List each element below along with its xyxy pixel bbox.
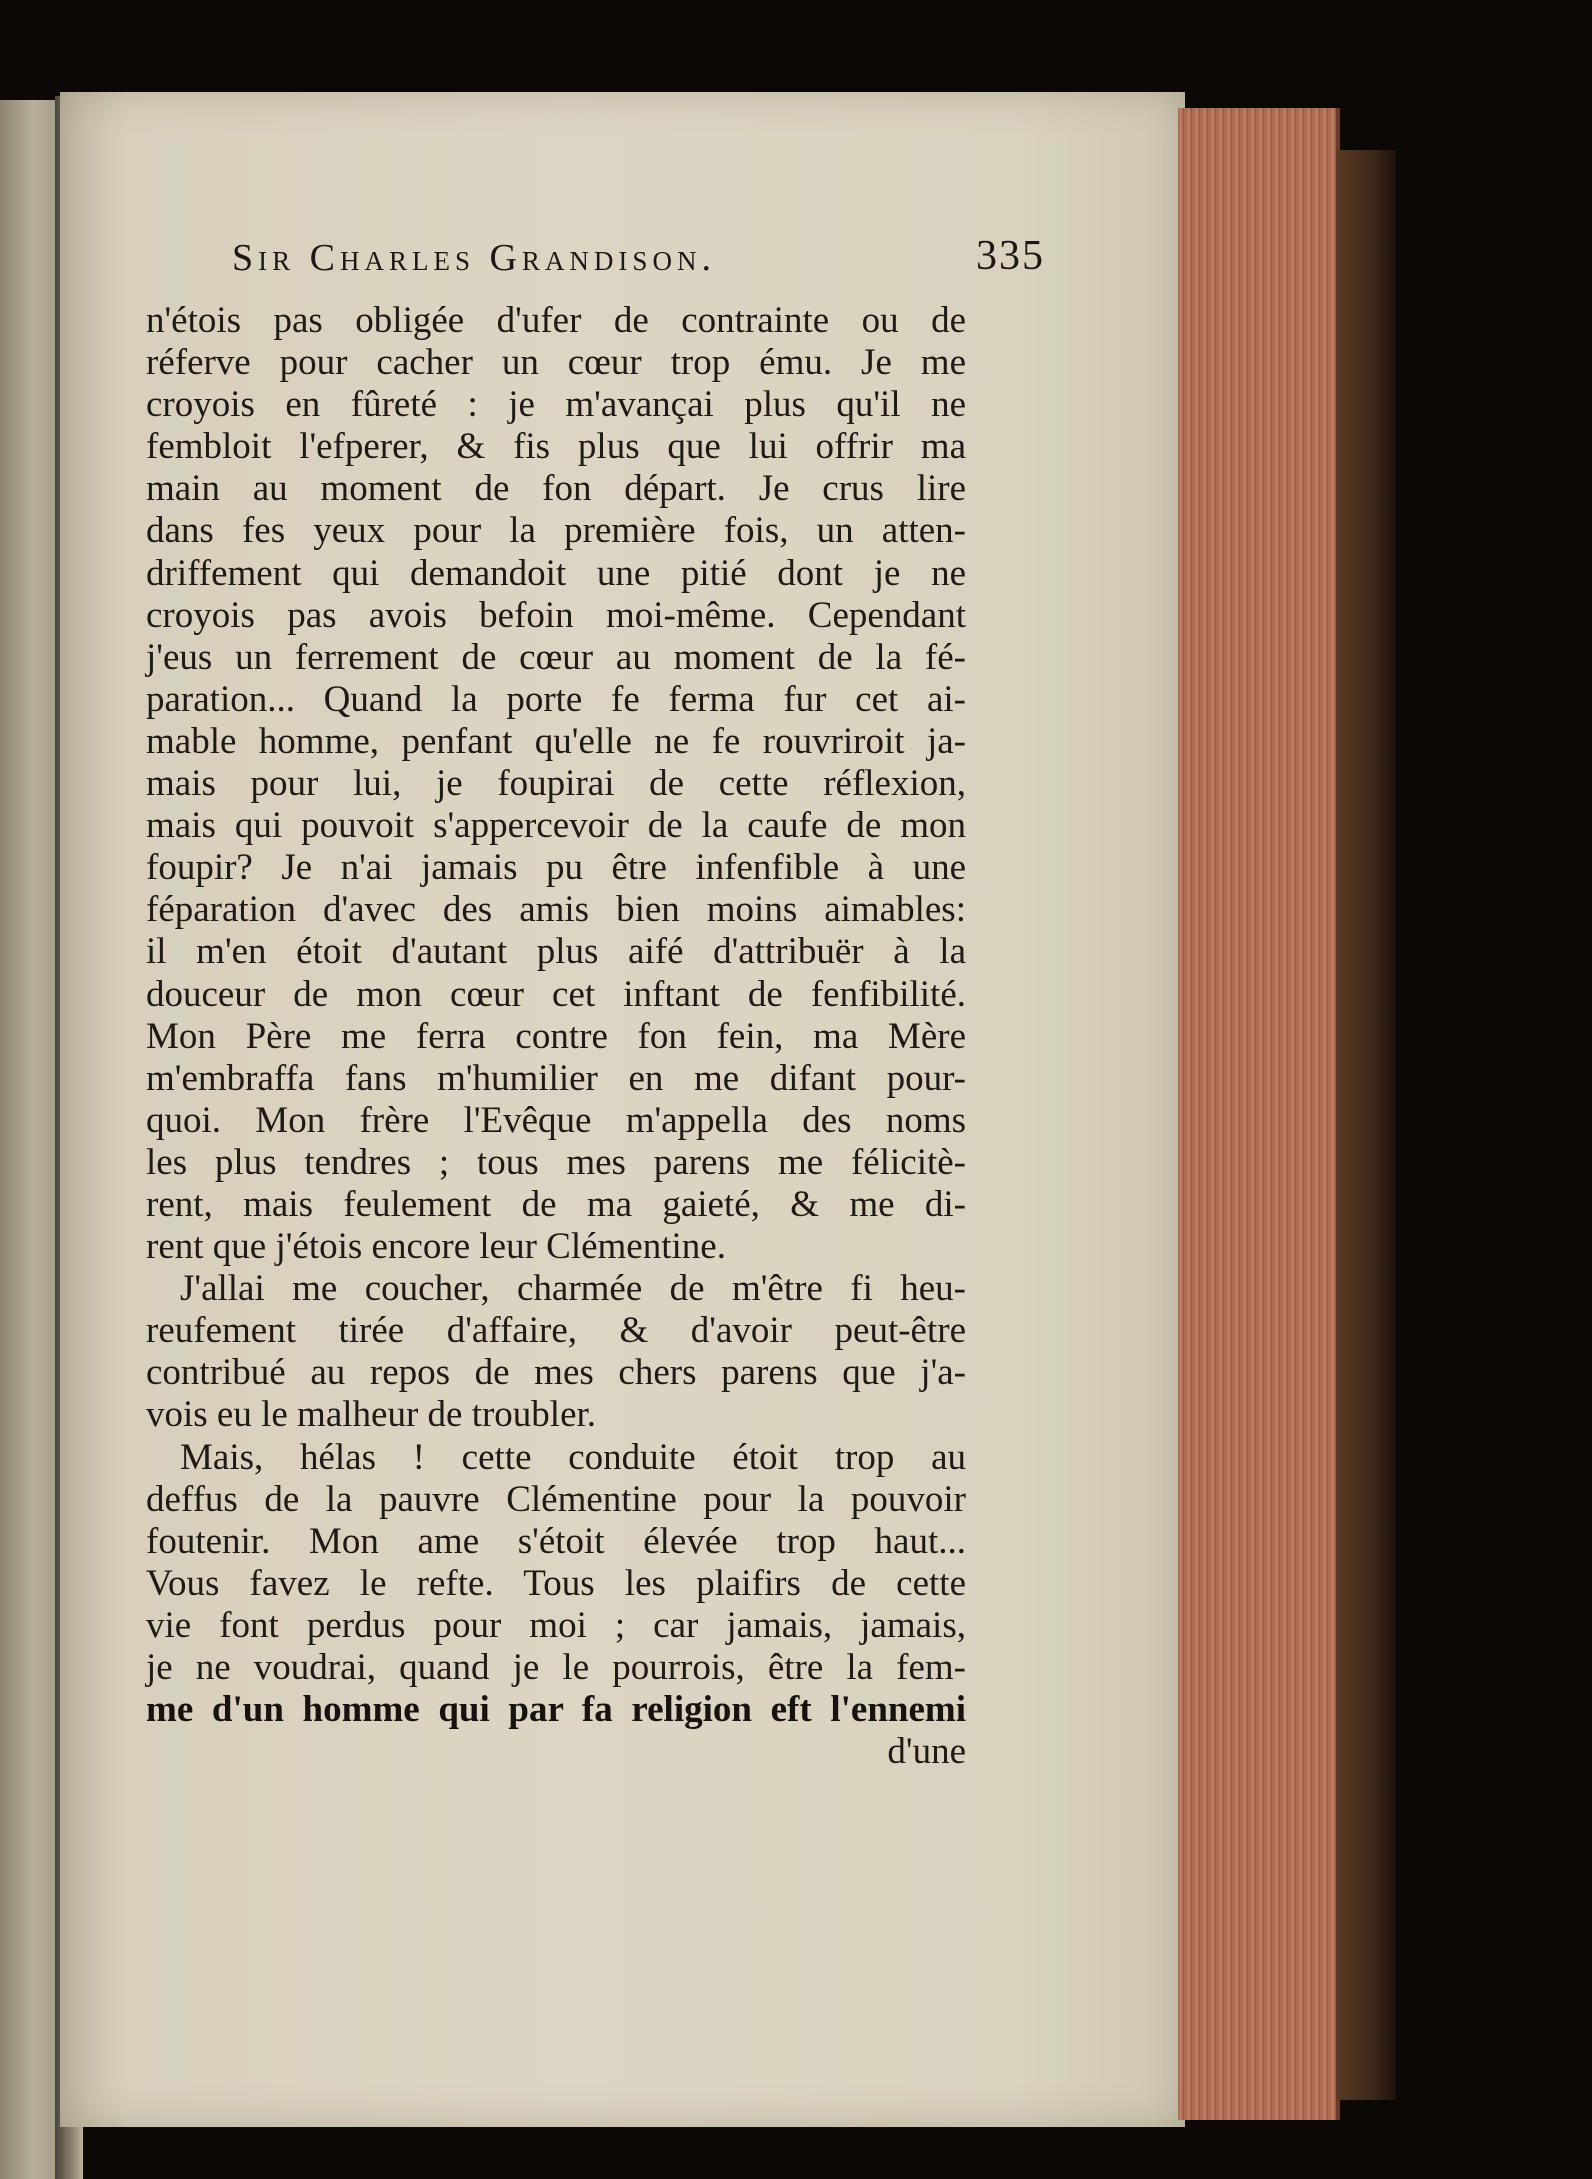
text-line: mable homme, penfant qu'elle ne fe rouvriroit ja- xyxy=(146,720,966,762)
text-line: il m'en étoit d'autant plus aifé d'attribuër à la xyxy=(146,931,966,973)
text-line: Vous favez le refte. Tous les plaifirs de cette xyxy=(146,1562,966,1604)
text-line: J'allai me coucher, charmée de m'être fi heu- xyxy=(180,1268,966,1310)
text-line: n'étois pas obligée d'ufer de contrainte ou de xyxy=(146,300,966,341)
text-line: m'embraffa fans m'humilier en me difant pour- xyxy=(146,1057,966,1099)
text-line: deffus de la pauvre Clémentine pour la pouvoir xyxy=(146,1478,966,1520)
running-title: Sir Charles Grandison. xyxy=(232,237,716,279)
page-fore-edge xyxy=(1178,108,1340,2120)
text-line: quoi. Mon frère l'Evêque m'appella des noms xyxy=(146,1099,966,1141)
text-line: fembloit l'efperer, & fis plus que lui offrir ma xyxy=(146,426,966,468)
text-line: réferve pour cacher un cœur trop ému. Je me xyxy=(146,342,966,384)
body-text xyxy=(146,300,966,1773)
text-line: rent, mais feulement de ma gaieté, & me di- xyxy=(146,1183,966,1225)
text-line: vie font perdus pour moi ; car jamais, jamais, xyxy=(146,1604,966,1646)
text-line: me d'un homme qui par fa religion eft l'ennemi xyxy=(146,1689,966,1731)
text-line: mais pour lui, je foupirai de cette réflexion, xyxy=(146,763,966,805)
text-line: croyois en fûreté : je m'avançai plus qu'il ne xyxy=(146,384,966,426)
page-number: 335 xyxy=(976,233,1045,279)
text-line: je ne voudrai, quand je le pourrois, être la fem- xyxy=(146,1647,966,1688)
book-cover-edge xyxy=(1336,150,1396,2100)
text-line: main au moment de fon départ. Je crus lire xyxy=(146,468,966,510)
text-line: j'eus un ferrement de cœur au moment de la fé- xyxy=(146,636,966,678)
text-line: contribué au repos de mes chers parens que j'a- xyxy=(146,1352,966,1394)
text-line: mais qui pouvoit s'appercevoir de la caufe de mon xyxy=(146,805,966,847)
page-header xyxy=(60,232,1185,302)
text-line: reufement tirée d'affaire, & d'avoir peut-être xyxy=(146,1310,966,1352)
catchword: d'une xyxy=(887,1731,966,1773)
text-line: féparation d'avec des amis bien moins aimables: xyxy=(146,889,966,931)
text-line: driffement qui demandoit une pitié dont je ne xyxy=(146,552,966,594)
text-line: foupir? Je n'ai jamais pu être infenfible à une xyxy=(146,847,966,889)
text-line: dans fes yeux pour la première fois, un atten- xyxy=(146,510,966,552)
text-line: croyois pas avois befoin moi-même. Cependant xyxy=(146,594,966,636)
text-line: Mon Père me ferra contre fon fein, ma Mère xyxy=(146,1015,966,1057)
text-line: rent que j'étois encore leur Clémentine. xyxy=(146,1226,726,1268)
text-line: foutenir. Mon ame s'étoit élevée trop haut... xyxy=(146,1520,966,1562)
text-line: Mais, hélas ! cette conduite étoit trop au xyxy=(180,1436,966,1478)
text-line: vois eu le malheur de troubler. xyxy=(146,1394,597,1436)
text-line: paration... Quand la porte fe ferma fur cet ai- xyxy=(146,678,966,720)
text-line: douceur de mon cœur cet inftant de fenfibilité. xyxy=(146,973,966,1015)
text-line: les plus tendres ; tous mes parens me félicitè- xyxy=(146,1141,966,1183)
